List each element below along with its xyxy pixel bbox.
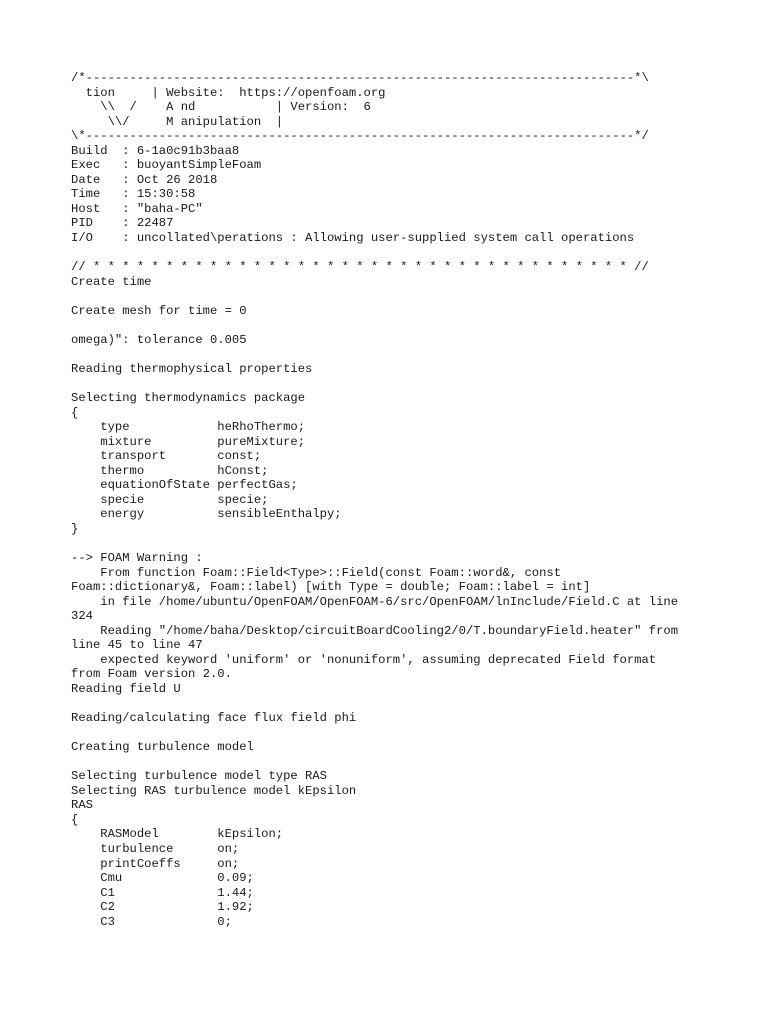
log-line: // * * * * * * * * * * * * * * * * * * * * * * * * * * * * * * * * * * * * * //: [71, 260, 649, 275]
log-line: Selecting RAS turbulence model kEpsilon: [71, 783, 357, 798]
log-line: Create mesh for time = 0: [71, 303, 247, 318]
log-line: Date : Oct 26 2018: [71, 172, 218, 187]
log-line: equationOfState perfectGas;: [71, 478, 298, 493]
log-line: Creating turbulence model: [71, 740, 254, 755]
log-line: [71, 376, 761, 391]
log-line: Build : 6-1a0c91b3baa8: [71, 143, 240, 158]
log-line: type heRhoThermo;: [71, 420, 306, 435]
log-line: \\ / A nd | Version: 6: [71, 100, 371, 115]
log-line: tion | Website: https://openfoam.org: [71, 85, 386, 100]
log-line: [71, 755, 761, 770]
log-line: {: [71, 812, 79, 827]
log-line: Reading/calculating face flux field phi: [71, 711, 357, 726]
log-line: [71, 726, 761, 741]
log-line: RAS: [71, 798, 93, 813]
log-line: printCoeffs on;: [71, 856, 240, 871]
log-line: [71, 537, 761, 552]
log-line: Reading thermophysical properties: [71, 361, 313, 376]
log-line: [71, 347, 761, 362]
log-line: Reading "/home/baha/Desktop/circuitBoardCooling2/0/T.boundaryField.heater" from: [71, 623, 679, 638]
log-line: C2 1.92;: [71, 900, 254, 915]
log-line: from Foam version 2.0.: [71, 667, 232, 682]
log-line: [71, 246, 761, 261]
log-line: \*---------------------------------------------------------------------------*/: [71, 129, 649, 144]
log-line: Create time: [71, 274, 152, 289]
log-line: Exec : buoyantSimpleFoam: [71, 158, 262, 173]
log-line: C3 0;: [71, 914, 232, 929]
log-line: expected keyword 'uniform' or 'nonuniform', assuming deprecated Field format: [71, 652, 657, 667]
terminal-log: [71, 71, 761, 929]
log-line: --> FOAM Warning :: [71, 551, 203, 566]
log-line: energy sensibleEnthalpy;: [71, 507, 342, 522]
log-line: /*---------------------------------------------------------------------------*\: [71, 71, 649, 85]
log-line: omega)": tolerance 0.005: [71, 332, 247, 347]
log-line: }: [71, 521, 79, 536]
log-line: specie specie;: [71, 492, 269, 507]
log-line: mixture pureMixture;: [71, 434, 306, 449]
log-line: Host : "baha-PC": [71, 201, 203, 216]
log-line: Selecting turbulence model type RAS: [71, 769, 327, 784]
log-line: Selecting thermodynamics package: [71, 391, 306, 406]
log-line: PID : 22487: [71, 216, 174, 231]
log-line: Time : 15:30:58: [71, 187, 196, 202]
log-line: line 45 to line 47: [71, 638, 203, 653]
log-line: RASModel kEpsilon;: [71, 827, 284, 842]
log-line: {: [71, 405, 79, 420]
log-line: From function Foam::Field<Type>::Field(const Foam::word&, const: [71, 565, 562, 580]
log-line: Reading field U: [71, 681, 181, 696]
log-line: turbulence on;: [71, 841, 240, 856]
log-line: \\/ M anipulation |: [71, 114, 284, 129]
log-line: [71, 289, 761, 304]
log-line: Foam::dictionary&, Foam::label) [with Type = double; Foam::label = int]: [71, 580, 591, 595]
log-line: thermo hConst;: [71, 463, 269, 478]
log-line: transport const;: [71, 449, 262, 464]
log-line: I/O : uncollated\perations : Allowing user-supplied system call operations: [71, 231, 635, 246]
log-line: Cmu 0.09;: [71, 871, 254, 886]
log-line: C1 1.44;: [71, 885, 254, 900]
log-line: in file /home/ubuntu/OpenFOAM/OpenFOAM-6/src/OpenFOAM/lnInclude/Field.C at line: [71, 594, 679, 609]
log-line: 324: [71, 609, 93, 624]
log-line: [71, 697, 761, 712]
log-line: [71, 318, 761, 333]
